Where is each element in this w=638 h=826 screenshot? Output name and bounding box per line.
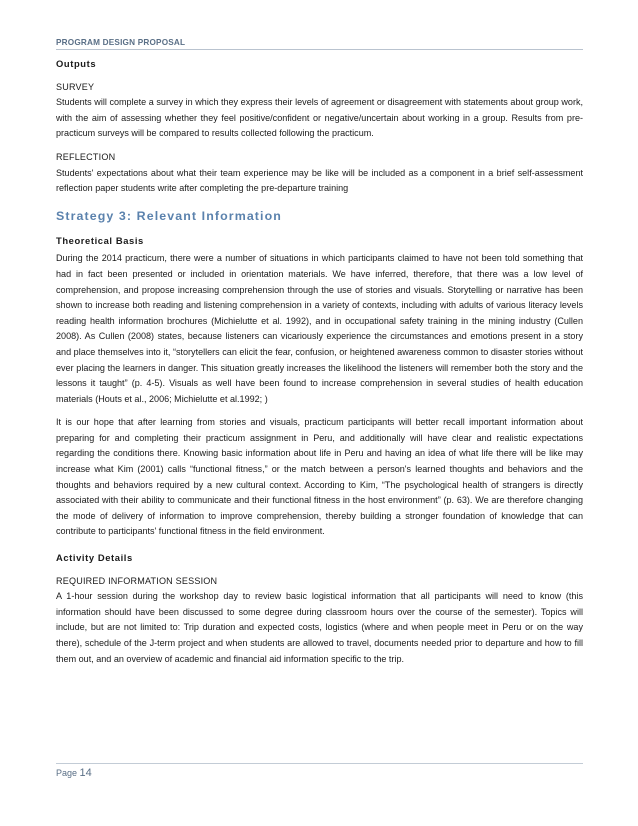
theoretical-basis-heading: Theoretical Basis (56, 234, 144, 246)
page-number: 14 (79, 767, 92, 779)
page-footer (56, 767, 92, 779)
footer-divider (56, 763, 583, 764)
page-label: Page (56, 768, 78, 778)
survey-paragraph: Students will complete a survey in which they express their levels of agreement or disagreement with statements about group work, with the aim of assessing whether they feel positive/confident or negative/uncertain about working in a group. Results from pre-practicum surveys will be compared to results collected following the practicum. (56, 97, 583, 139)
activity-details-heading: Activity Details (56, 552, 133, 564)
reflection-label: REFLECTION (56, 151, 116, 162)
header-divider (56, 49, 583, 50)
page-content (56, 56, 583, 667)
theoretical-paragraph-2: It is our hope that after learning from stories and visuals, practicum participants will better recall important information about preparing for and completing their practicum assignment in Peru, and additionally will have clear and realistic expectations regarding the conditions there. Knowing basic information about life in Peru and having an idea of what life there will be like may increase what Kim (2001) calls “functional fitness,” or the match between a person's learned thoughts and behaviors and the thoughts and behaviors required by a new cultural context. According to Kim, “The psychological health of strangers is directly associated with their ability to communicate and their functional fitness in the host environment” (p. 63). We are therefore changing the mode of delivery of information to improve comprehension, thereby building a stronger foundation of knowledge that can contribute to participants' functional fitness in the field environment. (56, 417, 583, 537)
session-label: REQUIRED INFORMATION SESSION (56, 575, 218, 586)
outputs-heading: Outputs (56, 58, 97, 69)
theoretical-paragraph-1: During the 2014 practicum, there were a number of situations in which participants claimed to have not been told something that had in fact been presented or included in orientation materials. We have inferred, therefore, that there was a low level of comprehension, and propose increasing comprehension through the use of stories and visuals. Storytelling or narrative has been shown to increase both reading and listening comprehension in a variety of contexts, including with adults of various literacy levels reading health information brochures (Michielutte et al. 1992), and in occupational safety training in the mining industry (Cullen 2008). As Cullen (2008) states, because listeners can vicariously experience the circumstances and emotions present in a story and place themselves into it, “storytellers can elicit the fear, confusion, or heightened awareness common to disaster stories without ever placing the learners in danger. This situation greatly increases the likelihood the listeners will remember both the story and the lessons it taught” (p. 4-5). Visuals as well have been found to increase comprehension in several studies of health education materials (Houts et al., 2006; Michielutte et al.1992; ) (56, 253, 583, 404)
running-header: PROGRAM DESIGN PROPOSAL (56, 38, 186, 47)
survey-label: SURVEY (56, 81, 95, 92)
session-paragraph: A 1-hour session during the workshop day to review basic logistical information that all participants will need to know (this information should have been discussed to some degree during classroom hours over the course of the semester). Topics will include, but are not limited to: Trip duration and expected costs, logistics (where and when people meet in Peru or on the way there), schedule of the J-term project and when students are allowed to travel, documents needed prior to departure and how to fill them out, and an overview of academic and financial aid information specific to the trip. (56, 591, 583, 664)
reflection-paragraph: Students' expectations about what their team experience may be like will be included as a component in a brief self-assessment reflection paper students write after completing the pre-departure training (56, 167, 583, 194)
strategy-title: Strategy 3: Relevant Information (56, 208, 282, 223)
